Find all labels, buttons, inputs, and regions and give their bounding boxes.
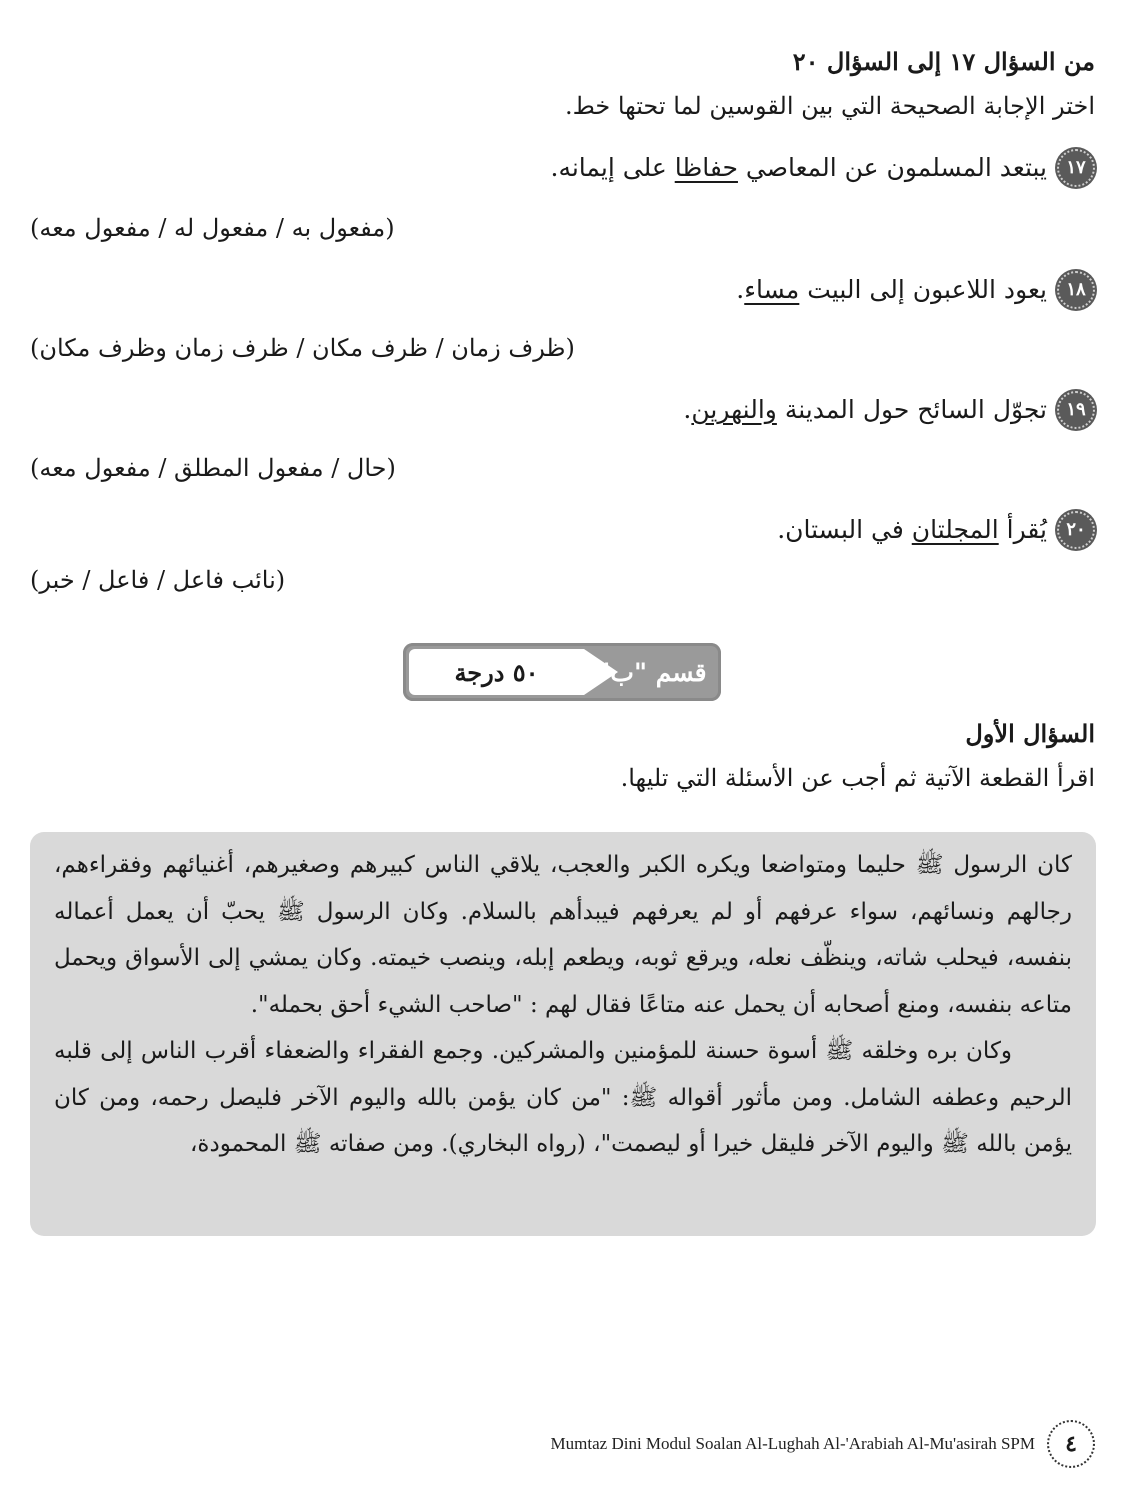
question-text: يُقرأ المجلتان في البستان. <box>777 515 1047 544</box>
question-20-options: (نائب فاعل / فاعل / خبر) <box>30 566 286 594</box>
question-number-badge: ١٩ <box>1057 391 1095 429</box>
question-18 <box>35 270 1095 310</box>
question-text: يبتعد المسلمون عن المعاصي حفاظا على إيمانه. <box>550 153 1047 182</box>
question-19-options: (حال / مفعول المطلق / مفعول معه) <box>30 454 396 482</box>
book-title: Mumtaz Dini Modul Soalan Al-Lughah Al-'Arabiah Al-Mu'asirah SPM <box>550 1434 1035 1453</box>
question-number-badge: ١٧ <box>1057 149 1095 187</box>
passage-paragraph-2: وكان بره وخلقه ﷺ أسوة حسنة للمؤمنين والمشركين. وجمع الفقراء والضعفاء أقرب الناس إلى قلبه الرحيم وعطفه الشامل. ومن مأثور أقواله ﷺ: "من كان يؤمن بالله واليوم الآخر فليصل رحمه، ومن كان يؤمن بالله ﷺ واليوم الآخر فليقل خيرا أو ليصمت"، (رواه البخاري). ومن صفاته ﷺ المحمودة، <box>54 1038 1072 1157</box>
underlined-word: والنهرين <box>691 395 777 424</box>
section-b-banner <box>403 643 721 701</box>
question-17-options: (مفعول به / مفعول له / مفعول معه) <box>30 214 395 242</box>
question-text: يعود اللاعبون إلى البيت مساء. <box>736 275 1047 304</box>
question-20 <box>35 510 1095 550</box>
underlined-word: المجلتان <box>911 515 999 544</box>
question-19 <box>35 390 1095 430</box>
question-text: تجوّل السائح حول المدينة والنهرين. <box>683 395 1047 424</box>
question-17 <box>35 148 1095 188</box>
passage-paragraph-1: كان الرسول ﷺ حليما ومتواضعا ويكره الكبر والعجب، يلاقي الناس كبيرهم وصغيرهم، أغنيائهم وفقراءهم، رجالهم ونسائهم، سواء عرفهم أو لم يعرفهم فيبدأهم بالسلام. وكان الرسول ﷺ يحبّ أن يعمل أعماله بنفسه، فيحلب شاته، وينظّف نعله، ويرقع ثوبه، ويطعم إبله، وينصب خيمته. وكان يمشي إلى الأسواق ويحمل متاعه بنفسه، ومنع أصحابه أن يحمل عنه متاعًا فقال لهم : "صاحب الشيء أحق بحمله". <box>54 852 1072 1018</box>
question-18-options: (ظرف زمان / ظرف مكان / ظرف زمان وظرف مكان) <box>30 334 575 362</box>
question-1-title: السؤال الأول <box>965 719 1095 748</box>
reading-passage <box>30 832 1096 1236</box>
questions-range-heading: من السؤال ١٧ إلى السؤال ٢٠ <box>792 47 1095 76</box>
section-marks: ٥٠ درجة <box>409 649 584 695</box>
question-1-instruction: اقرأ القطعة الآتية ثم أجب عن الأسئلة التي تليها. <box>620 764 1095 792</box>
underlined-word: حفاظا <box>674 153 738 182</box>
page-footer <box>395 1416 1095 1472</box>
underlined-word: مساء <box>744 275 800 304</box>
page-number: ٤ <box>1047 1420 1095 1468</box>
question-number-badge: ٢٠ <box>1057 511 1095 549</box>
question-number-badge: ١٨ <box>1057 271 1095 309</box>
questions-instruction: اختر الإجابة الصحيحة التي بين القوسين لما تحتها خط. <box>564 92 1095 120</box>
section-label: قسم "ب" <box>597 657 707 687</box>
